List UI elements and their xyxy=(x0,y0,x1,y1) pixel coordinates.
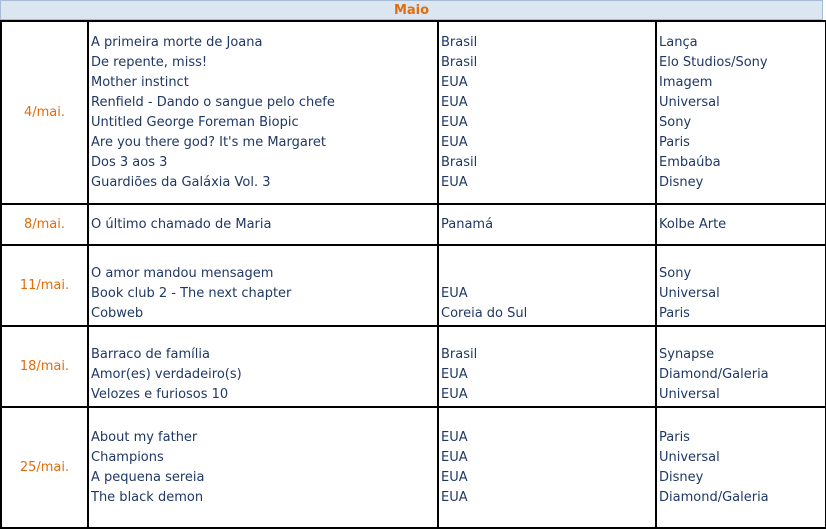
release-date-cell xyxy=(1,245,88,326)
film-title: Renfield - Dando o sangue pelo chefe xyxy=(91,94,335,110)
release-date: 8/mai. xyxy=(23,217,66,232)
release-row-4-mai xyxy=(1,21,826,204)
release-table xyxy=(0,20,826,529)
release-date-cell xyxy=(1,407,88,528)
distributor: Sony xyxy=(659,114,692,130)
distributor: Imagem xyxy=(659,74,713,90)
country: EUA xyxy=(441,430,468,445)
distributor: Disney xyxy=(659,174,704,190)
release-date: 18/mai. xyxy=(19,359,70,374)
country: EUA xyxy=(441,387,468,402)
country: EUA xyxy=(441,450,468,465)
distributor-cell xyxy=(656,204,826,245)
country-cell xyxy=(438,407,656,528)
title-cell xyxy=(88,407,438,528)
distributor-cell xyxy=(656,407,826,528)
distributor-cell xyxy=(656,21,826,204)
country-cell xyxy=(438,21,656,204)
release-date-cell xyxy=(1,21,88,204)
country: EUA xyxy=(441,470,468,485)
film-title: Guardiões da Galáxia Vol. 3 xyxy=(91,174,271,190)
distributor-cell xyxy=(656,326,826,407)
distributor: Diamond/Galeria xyxy=(659,367,769,382)
film-title: Barraco de família xyxy=(91,347,210,362)
release-date: 11/mai. xyxy=(19,278,70,293)
film-title: Mother instinct xyxy=(91,74,189,90)
country: EUA xyxy=(441,286,468,301)
country: Coreia do Sul xyxy=(441,306,528,321)
country: Brasil xyxy=(441,34,478,50)
country-cell xyxy=(438,204,656,245)
film-title: Untitled George Foreman Biopic xyxy=(91,114,299,130)
distributor: Paris xyxy=(659,306,690,321)
distributor: Lança xyxy=(659,34,698,50)
country-cell xyxy=(438,245,656,326)
film-title: O amor mandou mensagem xyxy=(91,266,274,281)
distributor: Universal xyxy=(659,387,720,402)
release-date: 25/mai. xyxy=(19,460,70,475)
distributor: Elo Studios/Sony xyxy=(659,54,768,70)
film-title: Champions xyxy=(91,450,164,465)
month-title: Maio xyxy=(393,2,430,18)
distributor: Sony xyxy=(659,266,692,281)
release-date-cell xyxy=(1,326,88,407)
film-title: A primeira morte de Joana xyxy=(91,34,263,50)
title-cell xyxy=(88,326,438,407)
film-title: Cobweb xyxy=(91,306,144,321)
country: Panamá xyxy=(441,216,494,232)
title-cell xyxy=(88,204,438,245)
film-title: About my father xyxy=(91,430,198,445)
distributor: Universal xyxy=(659,94,720,110)
distributor: Universal xyxy=(659,286,720,301)
distributor: Diamond/Galeria xyxy=(659,490,769,505)
title-cell xyxy=(88,245,438,326)
film-title: De repente, miss! xyxy=(91,54,208,70)
release-row-25-mai xyxy=(1,407,826,528)
country-cell xyxy=(438,326,656,407)
distributor: Paris xyxy=(659,430,690,445)
distributor: Kolbe Arte xyxy=(659,216,727,232)
country: EUA xyxy=(441,174,468,190)
release-row-8-mai xyxy=(1,204,826,245)
title-cell xyxy=(88,21,438,204)
film-title: Book club 2 - The next chapter xyxy=(91,286,292,301)
country: EUA xyxy=(441,134,468,150)
country xyxy=(439,264,655,284)
distributor: Disney xyxy=(659,470,704,485)
distributor: Paris xyxy=(659,134,690,150)
release-date: 4/mai. xyxy=(23,105,66,120)
release-row-11-mai xyxy=(1,245,826,326)
country: Brasil xyxy=(441,347,478,362)
country: EUA xyxy=(441,490,468,505)
film-title: O último chamado de Maria xyxy=(91,216,272,232)
distributor-cell xyxy=(656,245,826,326)
distributor: Universal xyxy=(659,450,720,465)
distributor: Synapse xyxy=(659,347,715,362)
country: EUA xyxy=(441,367,468,382)
film-title: The black demon xyxy=(91,490,204,505)
country: EUA xyxy=(441,94,468,110)
country: EUA xyxy=(441,114,468,130)
film-title: Amor(es) verdadeiro(s) xyxy=(91,367,242,382)
country: Brasil xyxy=(441,154,478,170)
film-title: A pequena sereia xyxy=(91,470,205,485)
country: Brasil xyxy=(441,54,478,70)
month-header xyxy=(0,0,823,20)
distributor: Embaúba xyxy=(659,154,721,170)
film-title: Velozes e furiosos 10 xyxy=(91,387,229,402)
film-title: Are you there god? It's me Margaret xyxy=(91,134,326,150)
release-date-cell xyxy=(1,204,88,245)
country: EUA xyxy=(441,74,468,90)
release-row-18-mai xyxy=(1,326,826,407)
film-title: Dos 3 aos 3 xyxy=(91,154,168,170)
